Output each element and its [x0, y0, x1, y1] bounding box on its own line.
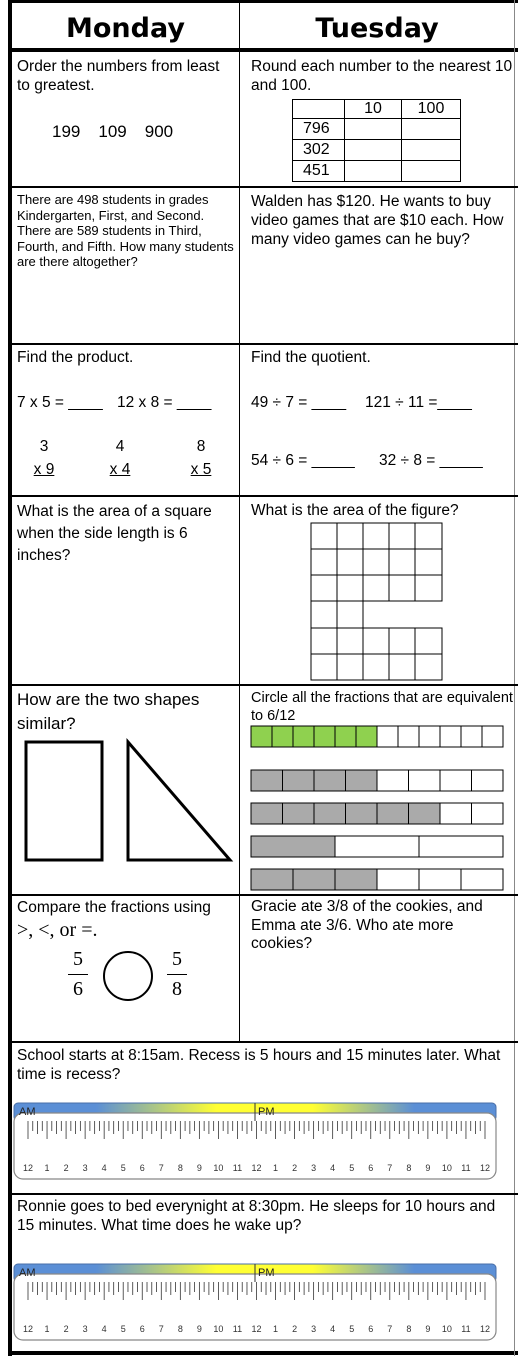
row-divider-2 — [8, 343, 518, 345]
hour-label: 1 — [273, 1163, 279, 1173]
hour-label: 1 — [44, 1324, 50, 1334]
students-word-problem: There are 498 students in grades Kindergarten, First, and Second. There are 589 students in Third, Fourth, and Fifth. How many students are there altogether? — [17, 192, 234, 269]
compare-symbols: >, <, or =. — [17, 919, 98, 941]
quotient-equation: 121 ÷ 11 =____ — [365, 394, 472, 411]
rounding-table — [292, 99, 461, 182]
bedtime-word-problem: Ronnie goes to bed everynight at 8:30pm. He sleeps for 10 hours and 15 minutes. What time does he wake up? — [17, 1198, 496, 1234]
rectangle-shape — [26, 742, 102, 860]
product-equation: 12 x 8 = ____ — [117, 394, 212, 411]
hour-label: 3 — [311, 1163, 317, 1173]
fraction-bar[interactable] — [251, 869, 503, 890]
fraction-bar-segment — [472, 803, 504, 824]
am-label: AM — [19, 1106, 36, 1118]
fraction-numerator: 5 — [172, 948, 182, 970]
fraction-bar-segment — [461, 726, 482, 747]
timeline-ruler — [12, 1101, 502, 1181]
fraction-bar-segment — [419, 869, 461, 890]
table-header: 10 — [345, 100, 402, 119]
timeline-ruler — [12, 1262, 502, 1342]
fraction-bar-segment — [398, 726, 419, 747]
fraction-bar-segment — [251, 836, 335, 857]
fraction-bar-segment — [419, 726, 440, 747]
fraction-denominator: 8 — [172, 978, 182, 1000]
hour-label: 8 — [406, 1163, 412, 1173]
hour-label: 3 — [311, 1324, 317, 1334]
compare-prompt: Compare the fractions using — [17, 899, 211, 916]
shapes-prompt: How are the two shapes similar? — [17, 690, 200, 733]
fraction-bar-segment — [419, 836, 503, 857]
pm-label: PM — [258, 1106, 275, 1118]
fraction-bar[interactable] — [251, 726, 503, 747]
hour-label: 10 — [441, 1163, 452, 1173]
hour-label: 4 — [330, 1324, 336, 1334]
hour-label: 10 — [213, 1324, 224, 1334]
number-list — [52, 122, 173, 142]
hour-label: 7 — [158, 1324, 164, 1334]
hour-label: 3 — [82, 1324, 88, 1334]
fraction-bar-segment — [377, 803, 409, 824]
hour-label: 12 — [22, 1324, 34, 1334]
fraction-bar-line — [68, 974, 88, 975]
quotient-equation: 32 ÷ 8 = _____ — [379, 452, 483, 469]
hour-label: 5 — [349, 1324, 355, 1334]
fraction-bar-segment — [283, 803, 315, 824]
am-label: AM — [19, 1267, 36, 1279]
hour-label: 7 — [387, 1163, 393, 1173]
fraction-bar-segment — [377, 869, 419, 890]
hour-label: 6 — [368, 1324, 374, 1334]
fraction-bar[interactable] — [251, 770, 503, 791]
fraction-bar[interactable] — [251, 836, 503, 857]
fraction-bars — [250, 724, 506, 892]
square-area-prompt: What is the area of a square when the side length is 6 inches? — [17, 503, 212, 564]
fraction-bar-segment — [377, 770, 409, 791]
vertical-bottom: x 5 — [190, 461, 212, 478]
vertical-problem — [31, 437, 57, 479]
hour-label: 9 — [196, 1163, 202, 1173]
hour-label: 11 — [461, 1163, 471, 1173]
hour-label: 10 — [441, 1324, 452, 1334]
answer-cell[interactable] — [345, 140, 402, 161]
fraction-denominator: 6 — [73, 978, 83, 1000]
table-header: 100 — [402, 100, 461, 119]
hour-label: 10 — [213, 1163, 224, 1173]
fraction-bar-segment — [482, 726, 503, 747]
fraction-bar-segment — [251, 770, 283, 791]
hour-label: 11 — [232, 1324, 243, 1334]
hour-label: 1 — [273, 1324, 279, 1334]
hour-label: 9 — [196, 1324, 202, 1334]
video-games-word-problem: Walden has $120. He wants to buy video games that are $10 each. How many video games can he buy? — [251, 193, 504, 248]
hour-label: 6 — [139, 1324, 145, 1334]
table-row — [293, 119, 461, 140]
fraction-bar-segment — [440, 770, 472, 791]
hour-label: 1 — [44, 1163, 50, 1173]
hour-label: 4 — [101, 1324, 107, 1334]
fraction-bar-segment — [251, 803, 283, 824]
number-item: 199 — [52, 122, 81, 141]
fraction-bar-line — [167, 974, 187, 975]
shapes-figure — [20, 738, 236, 868]
hour-label: 11 — [232, 1163, 243, 1173]
answer-cell[interactable] — [345, 161, 402, 182]
hour-label: 12 — [251, 1163, 262, 1173]
comparison-circle[interactable] — [103, 951, 153, 1001]
right-edge-line — [514, 0, 515, 1356]
equivalent-fractions-prompt: Circle all the fractions that are equivalent to 6/12 — [251, 690, 513, 724]
fraction-bar-segment — [293, 726, 314, 747]
top-rule — [8, 0, 518, 3]
quotient-heading: Find the quotient. — [251, 349, 371, 366]
tuesday-heading: Tuesday — [315, 13, 439, 44]
table-cell: 302 — [293, 140, 345, 161]
figure-area-prompt: What is the area of the figure? — [251, 502, 459, 519]
fraction-numerator: 5 — [73, 948, 83, 970]
hour-label: 2 — [292, 1324, 298, 1334]
quotient-equation: 49 ÷ 7 = ____ — [251, 394, 347, 411]
fraction-bar-segment — [293, 869, 335, 890]
hour-label: 2 — [63, 1163, 69, 1173]
product-heading: Find the product. — [17, 349, 134, 366]
vertical-bottom: x 9 — [33, 461, 55, 478]
table-cell: 451 — [293, 161, 345, 182]
table-row — [293, 161, 461, 182]
fraction-bar-segment — [251, 726, 272, 747]
hour-label: 5 — [120, 1163, 126, 1173]
fraction-bar-segment — [346, 803, 378, 824]
hour-label: 12 — [479, 1163, 491, 1173]
vertical-top: 3 — [39, 438, 49, 455]
table-header-row — [293, 100, 461, 119]
row-divider-3 — [8, 495, 518, 497]
fraction-bar-segment — [314, 726, 335, 747]
fraction-bar-segment — [335, 836, 419, 857]
fraction-bar-segment — [440, 726, 461, 747]
row-divider-6 — [8, 1041, 518, 1043]
recess-word-problem: School starts at 8:15am. Recess is 5 hours and 15 minutes later. What time is recess? — [17, 1047, 501, 1083]
hour-label: 5 — [120, 1324, 126, 1334]
row-divider-5 — [8, 894, 518, 896]
hour-label: 8 — [177, 1163, 183, 1173]
table-row — [293, 140, 461, 161]
hour-label: 8 — [406, 1324, 412, 1334]
pm-label: PM — [258, 1267, 275, 1279]
quotient-equation: 54 ÷ 6 = _____ — [251, 452, 355, 469]
area-grid-figure — [310, 522, 446, 682]
hour-label: 2 — [63, 1324, 69, 1334]
fraction-right — [167, 948, 187, 1001]
fraction-bar-segment — [461, 869, 503, 890]
rounding-prompt: Round each number to the nearest 10 and 100. — [251, 58, 513, 94]
fraction-bar[interactable] — [251, 803, 503, 824]
fraction-bar-segment — [272, 726, 293, 747]
hour-label: 12 — [479, 1324, 491, 1334]
row-divider-7 — [8, 1193, 518, 1195]
hour-label: 3 — [82, 1163, 88, 1173]
fraction-bar-segment — [335, 726, 356, 747]
hour-label: 12 — [22, 1163, 34, 1173]
vertical-bottom: x 4 — [109, 461, 131, 478]
product-equation: 7 x 5 = ____ — [17, 394, 103, 411]
hour-label: 9 — [425, 1163, 431, 1173]
vertical-problem — [188, 437, 214, 479]
header-bottom-rule — [8, 48, 518, 52]
fraction-bar-segment — [409, 803, 441, 824]
hour-label: 5 — [349, 1163, 355, 1173]
answer-cell[interactable] — [402, 119, 461, 140]
monday-heading: Monday — [66, 13, 185, 44]
hour-label: 11 — [461, 1324, 471, 1334]
bottom-border — [8, 1351, 518, 1355]
hour-label: 2 — [292, 1163, 298, 1173]
fraction-bar-segment — [251, 869, 293, 890]
fraction-bar-segment — [314, 803, 346, 824]
answer-cell[interactable] — [345, 119, 402, 140]
answer-cell[interactable] — [402, 161, 461, 182]
order-numbers-prompt: Order the numbers from least to greatest. — [17, 58, 220, 94]
hour-label: 9 — [425, 1324, 431, 1334]
hour-label: 7 — [158, 1163, 164, 1173]
hour-label: 12 — [251, 1324, 262, 1334]
fraction-bar-segment — [335, 869, 377, 890]
fraction-bar-segment — [377, 726, 398, 747]
hour-label: 7 — [387, 1324, 393, 1334]
vertical-problem — [107, 437, 133, 479]
number-item: 900 — [144, 122, 174, 141]
row-divider-1 — [8, 186, 518, 188]
fraction-bar-segment — [283, 770, 315, 791]
fraction-bar-segment — [346, 770, 378, 791]
column-divider — [239, 0, 240, 1043]
vertical-top: 4 — [115, 438, 125, 455]
fraction-bar-segment — [440, 803, 472, 824]
number-item: 109 — [98, 122, 127, 141]
fraction-left — [68, 948, 88, 1001]
right-triangle-shape — [128, 742, 230, 860]
hour-label: 8 — [177, 1324, 183, 1334]
fraction-bar-segment — [314, 770, 346, 791]
hour-label: 4 — [101, 1163, 107, 1173]
fraction-bar-segment — [472, 770, 504, 791]
table-cell: 796 — [293, 119, 345, 140]
answer-cell[interactable] — [402, 140, 461, 161]
fraction-bar-segment — [356, 726, 377, 747]
hour-label: 6 — [139, 1163, 145, 1173]
cookies-word-problem: Gracie ate 3/8 of the cookies, and Emma ate 3/6. Who ate more cookies? — [251, 898, 483, 952]
row-divider-4 — [8, 684, 518, 686]
hour-label: 4 — [330, 1163, 336, 1173]
fraction-bar-segment — [409, 770, 441, 791]
hour-label: 6 — [368, 1163, 374, 1173]
vertical-top: 8 — [196, 438, 206, 455]
